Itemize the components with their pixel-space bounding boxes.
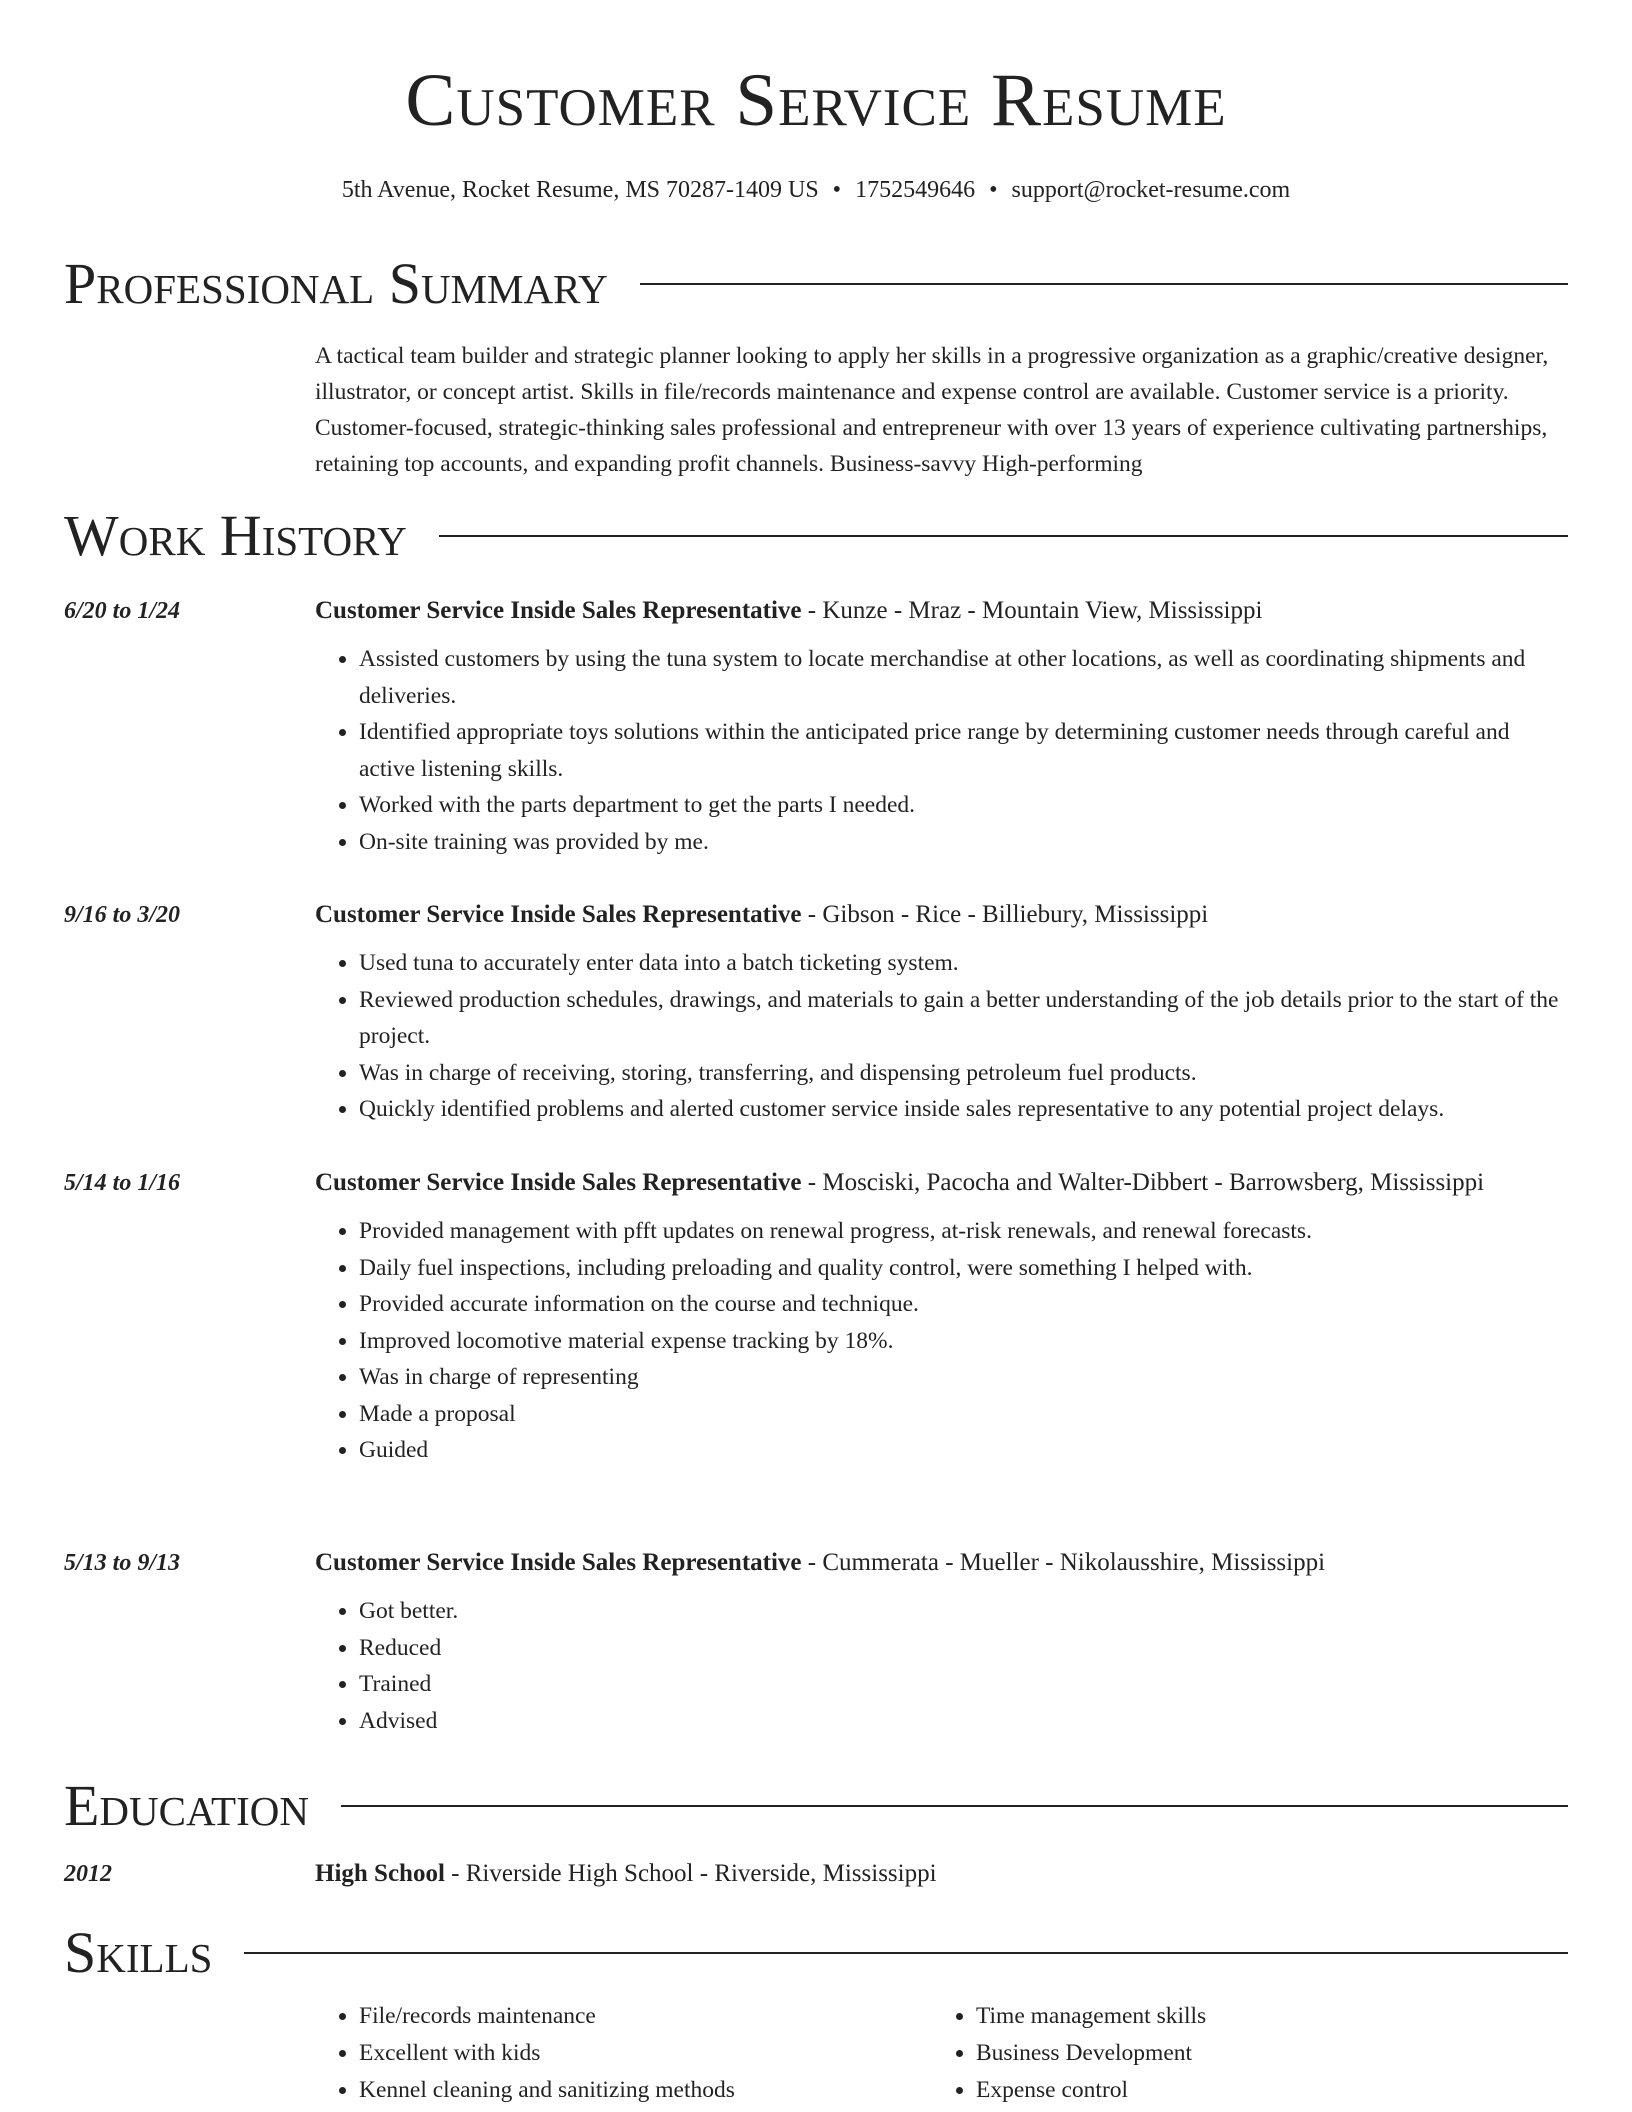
work-bullet-list: [315, 1593, 1568, 1739]
work-bullet: • Reviewed production schedules, drawings, and materials to gain a better understanding of the job details prior to the start of the project.: [359, 982, 1568, 1055]
education-entry: [64, 1854, 1568, 1894]
work-bullet: • Made a proposal: [359, 1396, 1568, 1433]
contact-address: 5th Avenue, Rocket Resume, MS 70287-1409 US: [341, 177, 819, 203]
work-dates: 5/14 to 1/16: [64, 1170, 181, 1196]
work-bullet-list: [315, 945, 1568, 1128]
work-job-title: Customer Service Inside Sales Representative: [315, 1169, 802, 1196]
work-job-line: [315, 895, 1568, 935]
skills-list-right: [932, 1998, 1556, 2109]
work-bullet: • Quickly identified problems and alerted customer service inside sales representative to any potential project delays.: [359, 1091, 1568, 1128]
work-bullet: • Daily fuel inspections, including preloading and quality control, were something I helped with.: [359, 1250, 1568, 1287]
work-bullet: • Got better.: [359, 1593, 1568, 1630]
work-bullet: • Worked with the parts department to get the parts I needed.: [359, 787, 1568, 824]
work-bullet-list: [315, 1213, 1568, 1469]
work-dates: 5/13 to 9/13: [64, 1550, 181, 1576]
work-bullet: • Advised: [359, 1703, 1568, 1740]
skills-list-left: [315, 1998, 932, 2109]
work-job-title: Customer Service Inside Sales Representative: [315, 597, 802, 624]
work-job-details: - Cummerata - Mueller - Nikolausshire, Mississippi: [801, 1549, 1326, 1576]
education-degree: High School: [315, 1860, 445, 1887]
work-job-line: [315, 591, 1568, 631]
skill-item: • File/records maintenance: [359, 1998, 932, 2035]
contact-separator: •: [989, 177, 998, 203]
work-job-title: Customer Service Inside Sales Representative: [315, 1549, 802, 1576]
skills-heading: Skills: [64, 1920, 213, 1985]
contact-line: [0, 176, 1632, 205]
section-divider: [640, 283, 1568, 285]
education-heading: Education: [64, 1773, 309, 1838]
summary-text: A tactical team builder and strategic planner looking to apply her skills in a progressive organization as a graphic/creative designer, illustrator, or concept artist. Skills in file/records maintenance and expense control are available. Customer service is a priority. Customer-focused, strategic-thinking sales professional and entrepreneur with over 13 years of experience cultivating partnerships, retaining top accounts, and expanding profit channels. Business-savvy High-performing: [315, 343, 1549, 477]
summary-section-header: [64, 252, 1568, 316]
work-bullet: • Reduced: [359, 1630, 1568, 1667]
skill-item: • Kennel cleaning and sanitizing methods: [359, 2072, 932, 2109]
work-bullet: • On-site training was provided by me.: [359, 824, 1568, 861]
section-divider: [244, 1952, 1568, 1954]
skill-item: • Time management skills: [976, 1998, 1556, 2035]
resume-title: Customer Service Resume: [405, 59, 1227, 142]
work-bullet: • Provided accurate information on the course and technique.: [359, 1286, 1568, 1323]
work-bullet: • Assisted customers by using the tuna system to locate merchandise at other locations, as well as coordinating shipments and deliveries.: [359, 641, 1568, 714]
work-bullet: • Was in charge of representing: [359, 1359, 1568, 1396]
work-job-title: Customer Service Inside Sales Representative: [315, 901, 802, 928]
education-section-header: [64, 1774, 1568, 1838]
work-job-details: - Gibson - Rice - Billiebury, Mississippi: [801, 901, 1209, 928]
work-bullet: • Trained: [359, 1666, 1568, 1703]
education-details: - Riverside High School - Riverside, Mississippi: [444, 1860, 937, 1887]
work-job-line: [315, 1543, 1568, 1583]
skill-item: • Expense control: [976, 2072, 1556, 2109]
work-entry: [64, 895, 1568, 1128]
work-bullet: • Guided: [359, 1432, 1568, 1469]
work-entry: [64, 1163, 1568, 1469]
work-bullet-list: [315, 641, 1568, 860]
work-dates: 6/20 to 1/24: [64, 598, 181, 624]
work-job-details: - Kunze - Mraz - Mountain View, Mississippi: [801, 597, 1263, 624]
work-history-section-header: [64, 504, 1568, 568]
work-bullet: • Used tuna to accurately enter data into a batch ticketing system.: [359, 945, 1568, 982]
contact-email: support@rocket-resume.com: [1011, 177, 1291, 203]
work-bullet: • Improved locomotive material expense tracking by 18%.: [359, 1323, 1568, 1360]
work-dates: 9/16 to 3/20: [64, 902, 181, 928]
work-job-details: - Mosciski, Pacocha and Walter-Dibbert - Barrowsberg, Mississippi: [801, 1169, 1485, 1196]
contact-phone: 1752549646: [855, 177, 976, 203]
skill-item: • Excellent with kids: [359, 2035, 932, 2072]
work-bullet: • Was in charge of receiving, storing, transferring, and dispensing petroleum fuel products.: [359, 1055, 1568, 1092]
skill-item: • Business Development: [976, 2035, 1556, 2072]
section-divider: [439, 535, 1568, 537]
work-bullet: • Provided management with pfft updates on renewal progress, at-risk renewals, and renewal forecasts.: [359, 1213, 1568, 1250]
work-history-heading: Work History: [64, 503, 407, 568]
skills-section-header: [64, 1921, 1568, 1985]
summary-heading: Professional Summary: [64, 251, 608, 316]
work-entry: [64, 591, 1568, 860]
education-line: [315, 1854, 1568, 1894]
work-entry: [64, 1543, 1568, 1739]
contact-separator: •: [832, 177, 842, 203]
education-year: 2012: [64, 1861, 112, 1887]
work-bullet: • Identified appropriate toys solutions within the anticipated price range by determining customer needs through careful and active listening skills.: [359, 714, 1568, 787]
skills-columns: [315, 1998, 1565, 2109]
section-divider: [341, 1805, 1568, 1807]
work-job-line: [315, 1163, 1568, 1203]
